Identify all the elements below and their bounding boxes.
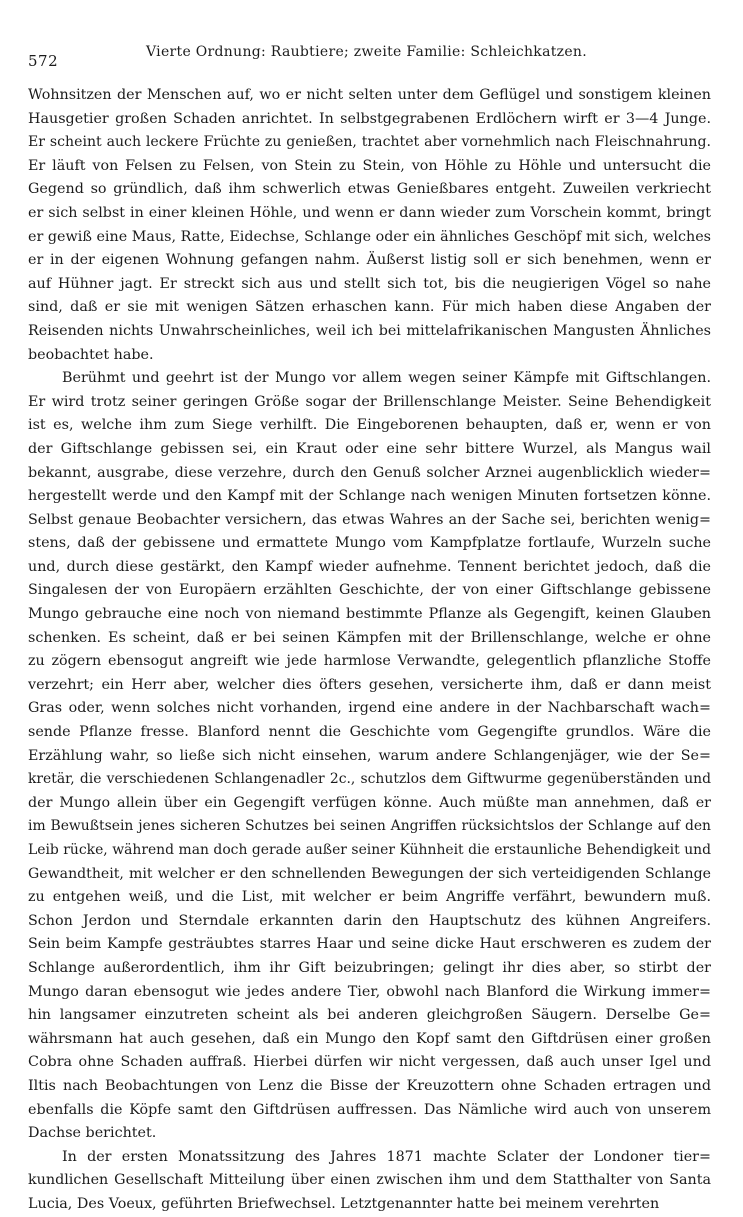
text-line: Gewandtheit, mit welcher er den schnellenden Bewegungen der sich verteidigenden Schlange — [28, 865, 711, 882]
text-line: Sein beim Kampfe gesträubtes starres Haar und seine dicke Haut erschweren es zudem der — [28, 936, 711, 953]
text-line: auf Hühner jagt. Er streckt sich aus und stellt sich tot, bis die neugierigen Vögel so nahe — [28, 275, 711, 292]
text-line: zu zögern ebensogut angreift wie jede harmlose Verwandte, gelegentlich pflanzliche Stoffe — [28, 653, 711, 670]
text-line: der Mungo allein über ein Gegengift verfügen könne. Auch müßte man annehmen, daß er — [28, 794, 711, 811]
running-head: Vierte Ordnung: Raubtiere; zweite Familie: Schleichkatzen. — [146, 44, 587, 60]
text-line: sende Pflanze fresse. Blanford nennt die Geschichte vom Gegengifte grundlos. Wäre die — [28, 724, 711, 741]
paragraph-1 — [28, 84, 711, 367]
text-line: kundlichen Gesellschaft Mitteilung über einen zwischen ihm und dem Statthalter von Santa — [28, 1172, 711, 1189]
text-line: Lucia, Des Voeux, geführten Briefwechsel. Letztgenannter hatte bei meinem verehrten — [28, 1195, 660, 1212]
text-line: Er läuft von Felsen zu Felsen, von Stein zu Stein, von Höhle zu Höhle und untersucht die — [28, 157, 711, 174]
text-line: Mungo gebrauche eine noch von niemand bestimmte Pflanze als Gegengift, keinen Glauben — [28, 606, 711, 623]
text-line: Mungo daran ebensogut wie jedes andere Tier, obwohl nach Blanford die Wirkung immer= — [28, 983, 711, 1000]
text-line: er in der eigenen Wohnung gefangen nahm. Äußerst listig soll er sich benehmen, wenn er — [28, 252, 711, 269]
text-line: er gewiß eine Maus, Ratte, Eidechse, Schlange oder ein ähnliches Geschöpf mit sich, welches — [28, 228, 711, 245]
text-line: Wohnsitzen der Menschen auf, wo er nicht selten unter dem Geflügel und sonstigem kleinen — [28, 87, 711, 103]
text-line: der Giftschlange gebissen sei, ein Kraut oder eine sehr bittere Wurzel, als Mangus wail — [28, 440, 711, 457]
text-line: währsmann hat auch gesehen, daß ein Mungo den Kopf samt den Giftdrüsen einer großen — [28, 1030, 711, 1047]
text-line: Er wird trotz seiner geringen Größe sogar der Brillenschlange Meister. Seine Behendigkeit — [28, 393, 711, 410]
text-line: verzehrt; ein Herr aber, welcher dies öfters gesehen, versicherte ihm, daß er dann meist — [28, 676, 711, 693]
text-line: stens, daß der gebissene und ermattete Mungo vom Kampfplatze fortlaufe, Wurzeln suche — [28, 535, 711, 552]
text-line: Selbst genaue Beobachter versichern, das etwas Wahres an der Sache sei, berichten wenig= — [28, 511, 711, 528]
text-line: Cobra ohne Schaden auffraß. Hierbei dürfen wir nicht vergessen, daß auch unser Igel und — [28, 1054, 711, 1071]
page-number: 572 — [28, 52, 59, 70]
text-line: kretär, die verschiedenen Schlangenadler 2c., schutzlos dem Giftwurme gegenüberständen und — [28, 771, 711, 788]
text-line: im Bewußtsein jenes sicheren Schutzes bei seinen Angriffen rücksichtslos der Schlange auf den — [28, 818, 711, 835]
text-line: Berühmt und geehrt ist der Mungo vor allem wegen seiner Kämpfe mit Giftschlangen. — [62, 370, 711, 387]
text-line: Singalesen der von Europäern erzählten Geschichte, der von einer Giftschlange gebissene — [28, 582, 711, 599]
text-line: In der ersten Monatssitzung des Jahres 1871 machte Sclater der Londoner tier= — [62, 1148, 711, 1165]
text-line: ist es, welche ihm zum Siege verhilft. Die Eingeborenen behaupten, daß er, wenn er von — [28, 417, 711, 434]
text-line: hin langsamer einzutreten scheint als bei anderen gleichgroßen Säugern. Derselbe Ge= — [28, 1007, 711, 1024]
text-line: Leib rücke, während man doch gerade außer seiner Kühnheit die erstaunliche Behendigkeit und — [28, 842, 711, 858]
text-line: Erzählung wahr, so ließe sich nicht einsehen, warum andere Schlangenjäger, wie der Se= — [28, 747, 711, 764]
text-line: bekannt, ausgrabe, diese verzehre, durch den Genuß solcher Arznei augenblicklich wieder= — [28, 464, 711, 481]
text-line: Gras oder, wenn solches nicht vorhanden, irgend eine andere in der Nachbarschaft wach= — [28, 700, 711, 717]
text-line: schenken. Es scheint, daß er bei seinen Kämpfen mit der Brillenschlange, welche er ohne — [28, 629, 711, 646]
text-line: Schon Jerdon und Sterndale erkannten darin den Hauptschutz des kühnen Angreifers. — [28, 912, 711, 929]
text-line: Reisenden nichts Unwahrscheinliches, weil ich bei mittelafrikanischen Mangusten Ähnliches — [28, 322, 711, 339]
text-line: er sich selbst in einer kleinen Höhle, und wenn er dann wieder zum Vorschein kommt, bringt — [28, 204, 711, 221]
text-line: Hausgetier großen Schaden anrichtet. In selbstgegrabenen Erdlöchern wirft er 3—4 Junge. — [28, 110, 711, 127]
text-line: Schlange außerordentlich, ihm ihr Gift beizubringen; gelingt ihr dies aber, so stirbt der — [28, 959, 711, 976]
text-line: Er scheint auch leckere Früchte zu genießen, trachtet aber vornehmlich nach Fleischnahrung. — [28, 134, 711, 151]
text-line: und, durch diese gestärkt, den Kampf wieder aufnehme. Tennent berichtet jedoch, daß die — [28, 558, 711, 575]
text-line: Dachse berichtet. — [28, 1125, 157, 1142]
text-line: zu entgehen weiß, und die List, mit welcher er beim Angriffe verfährt, bewundern muß. — [28, 889, 711, 906]
text-line: hergestellt werde und den Kampf mit der Schlange nach wenigen Minuten fortsetzen könne. — [28, 488, 711, 505]
text-line: beobachtet habe. — [28, 346, 154, 363]
page-header — [28, 44, 721, 72]
text-line: ebenfalls die Köpfe samt den Giftdrüsen auffressen. Das Nämliche wird auch von unserem — [28, 1101, 711, 1118]
paragraph-3 — [28, 1146, 711, 1217]
text-line: Iltis nach Beobachtungen von Lenz die Bisse der Kreuzottern ohne Schaden ertragen und — [28, 1077, 711, 1094]
text-line: sind, daß er sie mit wenigen Sätzen erhaschen kann. Für mich haben diese Angaben der — [28, 299, 711, 316]
text-line: Gegend so gründlich, daß ihm schwerlich etwas Genießbares entgeht. Zuweilen verkriecht — [28, 181, 711, 198]
body-text — [28, 84, 711, 1217]
paragraph-2 — [28, 367, 711, 1146]
